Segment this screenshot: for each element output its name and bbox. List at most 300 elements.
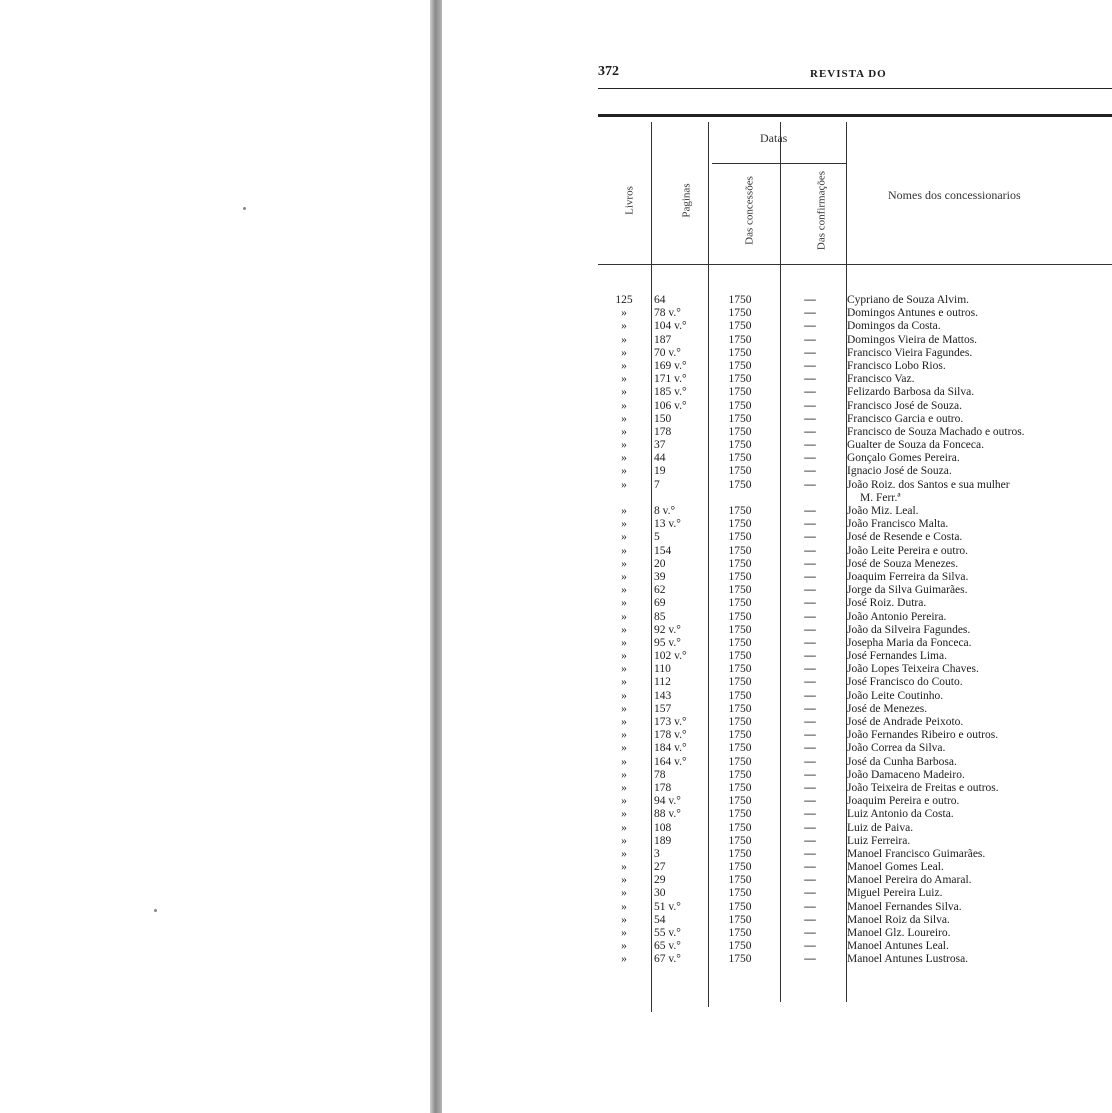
table-row (598, 742, 1112, 755)
cell-confirmacao: — (804, 584, 816, 597)
cell-data: 1750 (728, 505, 752, 517)
cell-nome: Manoel Roiz da Silva. (847, 913, 950, 926)
table-row (598, 716, 1112, 729)
header-das-confirmacoes: Das confirmações (815, 170, 828, 251)
cell-livro: » (621, 702, 627, 715)
header-paginas: Paginas (680, 183, 693, 218)
cell-livro: » (621, 650, 627, 663)
cell-data: 1750 (728, 927, 752, 939)
cell-livro: » (621, 953, 627, 966)
cell-confirmacao: — (804, 821, 816, 834)
table-row (598, 808, 1112, 821)
cell-livro: » (621, 689, 627, 702)
cell-data: 1750 (728, 808, 752, 821)
cell-nome: José Francisco do Couto. (847, 676, 963, 689)
cell-nome: João Correa da Silva. (847, 742, 946, 755)
table-row (598, 663, 1112, 676)
table-row (598, 611, 1112, 624)
cell-data: 1750 (728, 425, 752, 438)
cell-livro: » (621, 636, 627, 649)
cell-confirmacao: — (804, 294, 816, 306)
cell-data: 1750 (728, 544, 752, 557)
cell-livro: » (621, 346, 627, 359)
cell-livro: » (621, 518, 627, 531)
cell-data: 1750 (728, 781, 752, 794)
cell-pagina: 13 v.° (654, 518, 681, 531)
cell-data: 1750 (728, 597, 752, 610)
cell-confirmacao: — (804, 465, 816, 478)
cell-livro: » (621, 359, 627, 372)
cell-pagina: 184 v.° (654, 742, 687, 755)
cell-nome: Gonçalo Gomes Pereira. (847, 452, 960, 465)
cell-pagina: 178 (654, 781, 672, 794)
cell-data: 1750 (728, 623, 752, 636)
cell-confirmacao: — (804, 544, 816, 557)
cell-pagina: 171 v.° (654, 373, 687, 386)
table-row (598, 782, 1112, 795)
cell-pagina: 54 (654, 913, 666, 926)
table-row (598, 334, 1112, 347)
cell-nome: Luiz Ferreira. (847, 834, 911, 847)
cell-confirmacao: — (804, 346, 816, 359)
cell-data: 1750 (728, 386, 752, 399)
header-nomes: Nomes dos concessionarios (888, 188, 1021, 202)
cell-data: 1750 (728, 373, 752, 386)
cell-data: 1750 (728, 650, 752, 663)
cell-nome: Luiz de Paiva. (847, 821, 914, 834)
cell-confirmacao: — (804, 834, 816, 847)
cell-livro: » (621, 847, 627, 860)
cell-nome: Domingos da Costa. (847, 320, 941, 333)
table-row (598, 294, 1112, 307)
cell-confirmacao: — (804, 478, 816, 491)
cell-data: 1750 (728, 346, 752, 359)
cell-nome: José de Souza Menezes. (847, 557, 959, 570)
cell-pagina: 178 v.° (654, 729, 687, 742)
cell-nome: Joaquim Pereira e outro. (847, 795, 960, 808)
cell-data: 1750 (728, 610, 752, 623)
cell-nome: Francisco de Souza Machado e outros. (847, 425, 1025, 438)
table-row (598, 901, 1112, 914)
cell-livro: » (621, 544, 627, 557)
cell-data: 1750 (728, 689, 752, 702)
cell-livro: » (621, 913, 627, 926)
cell-pagina: 70 v.° (654, 346, 681, 359)
cell-data: 1750 (728, 795, 752, 808)
cell-confirmacao: — (804, 505, 816, 517)
cell-confirmacao: — (804, 623, 816, 636)
cell-livro: » (621, 861, 627, 874)
cell-pagina: 39 (654, 570, 666, 583)
cell-pagina: 154 (654, 544, 672, 557)
cell-pagina: 37 (654, 439, 666, 452)
cell-confirmacao: — (804, 953, 816, 966)
cell-confirmacao: — (804, 913, 816, 926)
cell-confirmacao: — (804, 307, 816, 320)
cell-confirmacao: — (804, 729, 816, 742)
cell-livro: » (621, 412, 627, 425)
running-head: REVISTA DO (810, 68, 887, 80)
cell-livro: » (621, 610, 627, 623)
cell-data: 1750 (728, 702, 752, 715)
cell-livro: » (621, 821, 627, 834)
cell-livro: » (621, 808, 627, 821)
cell-confirmacao: — (804, 861, 816, 874)
cell-pagina: 178 (654, 425, 672, 438)
cell-livro: » (621, 320, 627, 333)
cell-confirmacao: — (804, 716, 816, 728)
cell-pagina: 78 (654, 768, 666, 781)
table-row (598, 940, 1112, 953)
cell-pagina: 44 (654, 452, 666, 465)
cell-pagina: 30 (654, 887, 666, 900)
cell-livro: » (621, 676, 627, 689)
cell-confirmacao: — (804, 570, 816, 583)
cell-confirmacao: — (804, 689, 816, 702)
table-row (598, 347, 1112, 360)
cell-nome: Manoel Gomes Leal. (847, 861, 944, 874)
cell-data: 1750 (728, 676, 752, 689)
cell-confirmacao: — (804, 795, 816, 808)
cell-nome: José Roiz. Dutra. (847, 597, 927, 610)
table-row (598, 505, 1112, 518)
cell-livro: » (621, 557, 627, 570)
cell-confirmacao: — (804, 557, 816, 570)
cell-livro: » (621, 386, 627, 399)
cell-nome: Manoel Fernandes Silva. (847, 900, 962, 913)
cell-nome: Manoel Francisco Guimarães. (847, 847, 986, 860)
cell-pagina: 189 (654, 834, 672, 847)
cell-data: 1750 (728, 768, 752, 781)
table-row (598, 676, 1112, 689)
cell-nome: Gualter de Souza da Fonceca. (847, 439, 984, 452)
table-row (598, 637, 1112, 650)
table-row (598, 861, 1112, 874)
cell-data: 1750 (728, 412, 752, 425)
cell-confirmacao: — (804, 359, 816, 372)
table-row (598, 953, 1112, 966)
header-bottom-rule (598, 264, 1112, 265)
cell-pagina: 64 (654, 294, 666, 306)
cell-nome: Josepha Maria da Fonceca. (847, 636, 972, 649)
cell-data: 1750 (728, 847, 752, 860)
cell-nome: Cypriano de Souza Alvim. (847, 294, 970, 306)
cell-data: 1750 (728, 874, 752, 887)
cell-pagina: 88 v.° (654, 808, 681, 821)
header-das-concessoes: Das concessões (743, 176, 756, 245)
cell-data: 1750 (728, 465, 752, 478)
cell-data: 1750 (728, 333, 752, 346)
cell-nome: João Teixeira de Freitas e outros. (847, 781, 999, 794)
table-row (598, 558, 1112, 571)
cell-livro: » (621, 927, 627, 939)
cell-nome: Manoel Glz. Loureiro. (847, 927, 951, 939)
cell-data: 1750 (728, 399, 752, 412)
cell-confirmacao: — (804, 518, 816, 531)
table-row (598, 413, 1112, 426)
cell-confirmacao: — (804, 452, 816, 465)
table-row (598, 703, 1112, 716)
cell-livro: » (621, 584, 627, 597)
cell-nome: José de Menezes. (847, 702, 928, 715)
table-row (598, 887, 1112, 900)
cell-confirmacao: — (804, 900, 816, 913)
cell-nome: José de Resende e Costa. (847, 531, 963, 544)
cell-nome: Manoel Antunes Lustrosa. (847, 953, 969, 966)
table-row (598, 874, 1112, 887)
table-row (598, 518, 1112, 531)
table-row (598, 479, 1112, 492)
cell-confirmacao: — (804, 320, 816, 333)
table-body (598, 294, 1112, 967)
table-row (598, 439, 1112, 452)
cell-nome: M. Ferr.ª (860, 491, 901, 504)
paper-speck (154, 909, 157, 912)
table-row (598, 756, 1112, 769)
cell-pagina: 92 v.° (654, 623, 681, 636)
cell-pagina: 112 (654, 676, 671, 689)
book-gutter (430, 0, 442, 1113)
table-row (598, 769, 1112, 782)
cell-livro: » (621, 623, 627, 636)
cell-livro: » (621, 373, 627, 386)
table-row (598, 545, 1112, 558)
cell-confirmacao: — (804, 847, 816, 860)
cell-confirmacao: — (804, 781, 816, 794)
table-row (598, 531, 1112, 544)
table-row (598, 320, 1112, 333)
cell-pagina: 55 v.° (654, 927, 681, 939)
cell-livro: » (621, 465, 627, 478)
cell-data: 1750 (728, 557, 752, 570)
cell-pagina: 95 v.° (654, 636, 681, 649)
cell-livro: » (621, 716, 627, 728)
cell-livro: » (621, 570, 627, 583)
cell-pagina: 7 (654, 478, 660, 491)
cell-livro: » (621, 399, 627, 412)
table-row (598, 307, 1112, 320)
cell-nome: João Miz. Leal. (847, 505, 919, 517)
cell-data: 1750 (728, 953, 752, 966)
table-row (598, 452, 1112, 465)
cell-confirmacao: — (804, 887, 816, 900)
cell-livro: » (621, 768, 627, 781)
cell-nome: João Leite Pereira e outro. (847, 544, 969, 557)
cell-data: 1750 (728, 887, 752, 900)
cell-data: 1750 (728, 636, 752, 649)
cell-confirmacao: — (804, 373, 816, 386)
cell-nome: Luiz Antonio da Costa. (847, 808, 954, 821)
cell-confirmacao: — (804, 808, 816, 821)
cell-livro: » (621, 781, 627, 794)
cell-livro: » (621, 439, 627, 452)
cell-nome: João Leite Coutinho. (847, 689, 944, 702)
cell-data: 1750 (728, 584, 752, 597)
cell-nome: Miguel Pereira Luiz. (847, 887, 943, 900)
cell-data: 1750 (728, 518, 752, 531)
cell-data: 1750 (728, 742, 752, 755)
cell-livro: » (621, 333, 627, 346)
cell-nome: Joaquim Ferreira da Silva. (847, 570, 969, 583)
table-row (598, 729, 1112, 742)
cell-pagina: 102 v.° (654, 650, 687, 663)
page-number: 372 (598, 64, 619, 79)
cell-livro: » (621, 874, 627, 887)
table-row (598, 571, 1112, 584)
header-datas: Datas (760, 131, 788, 145)
cell-nome: João Francisco Malta. (847, 518, 949, 531)
cell-confirmacao: — (804, 610, 816, 623)
cell-data: 1750 (728, 716, 752, 728)
table-row (598, 927, 1112, 940)
cell-livro: » (621, 755, 627, 768)
cell-data: 1750 (728, 755, 752, 768)
cell-livro: » (621, 940, 627, 953)
cell-data: 1750 (728, 294, 752, 306)
cell-livro: » (621, 742, 627, 755)
cell-livro: » (621, 729, 627, 742)
cell-livro: » (621, 834, 627, 847)
cell-livro: » (621, 425, 627, 438)
cell-confirmacao: — (804, 412, 816, 425)
cell-nome: José de Andrade Peixoto. (847, 716, 964, 728)
cell-confirmacao: — (804, 531, 816, 544)
table-row (598, 360, 1112, 373)
cell-confirmacao: — (804, 940, 816, 953)
cell-pagina: 164 v.° (654, 755, 687, 768)
table-row (598, 795, 1112, 808)
cell-nome: Manoel Pereira do Amaral. (847, 874, 972, 887)
cell-pagina: 3 (654, 847, 660, 860)
cell-livro: » (621, 887, 627, 900)
cell-data: 1750 (728, 307, 752, 320)
cell-nome: Felizardo Barbosa da Silva. (847, 386, 975, 399)
cell-pagina: 69 (654, 597, 666, 610)
cell-pagina: 157 (654, 702, 672, 715)
table-row (598, 584, 1112, 597)
table-row (598, 465, 1112, 478)
cell-confirmacao: — (804, 676, 816, 689)
paper-speck (243, 207, 246, 210)
cell-pagina: 150 (654, 412, 672, 425)
cell-pagina: 19 (654, 465, 666, 478)
cell-pagina: 143 (654, 689, 672, 702)
table-top-rule (598, 114, 1112, 117)
cell-data: 1750 (728, 531, 752, 544)
cell-confirmacao: — (804, 597, 816, 610)
cell-confirmacao: — (804, 386, 816, 399)
cell-confirmacao: — (804, 399, 816, 412)
table-row (598, 690, 1112, 703)
cell-nome: José Fernandes Lima. (847, 650, 947, 663)
cell-confirmacao: — (804, 702, 816, 715)
cell-nome: João Antonio Pereira. (847, 610, 947, 623)
cell-confirmacao: — (804, 874, 816, 887)
cell-pagina: 169 v.° (654, 359, 687, 372)
cell-livro: » (621, 900, 627, 913)
cell-data: 1750 (728, 452, 752, 465)
cell-pagina: 51 v.° (654, 900, 681, 913)
cell-pagina: 65 v.° (654, 940, 681, 953)
cell-data: 1750 (728, 320, 752, 333)
cell-nome: João Fernandes Ribeiro e outros. (847, 729, 999, 742)
cell-data: 1750 (728, 570, 752, 583)
cell-nome: João Roiz. dos Santos e sua mulher (847, 478, 1010, 491)
cell-data: 1750 (728, 478, 752, 491)
cell-nome: Francisco Vaz. (847, 373, 915, 386)
cell-nome: Francisco Vieira Fagundes. (847, 346, 973, 359)
cell-pagina: 67 v.° (654, 953, 681, 966)
table-row (598, 822, 1112, 835)
cell-pagina: 108 (654, 821, 672, 834)
cell-pagina: 62 (654, 584, 666, 597)
header-rule (598, 88, 1112, 89)
cell-livro: » (621, 663, 627, 676)
cell-data: 1750 (728, 729, 752, 742)
table-row (598, 914, 1112, 927)
cell-livro: » (621, 531, 627, 544)
cell-nome: João Lopes Teixeira Chaves. (847, 663, 979, 676)
cell-pagina: 8 v.° (654, 505, 676, 517)
cell-pagina: 78 v.° (654, 307, 681, 320)
cell-data: 1750 (728, 821, 752, 834)
table-row (598, 492, 1112, 505)
cell-nome: Manoel Antunes Leal. (847, 940, 949, 953)
cell-data: 1750 (728, 834, 752, 847)
cell-nome: Francisco Lobo Rios. (847, 359, 946, 372)
cell-data: 1750 (728, 913, 752, 926)
cell-nome: Domingos Vieira de Mattos. (847, 333, 978, 346)
table-row (598, 426, 1112, 439)
cell-nome: Jorge da Silva Guimarães. (847, 584, 968, 597)
cell-confirmacao: — (804, 742, 816, 755)
cell-confirmacao: — (804, 333, 816, 346)
cell-nome: José da Cunha Barbosa. (847, 755, 957, 768)
cell-pagina: 85 (654, 610, 666, 623)
header-livros: Livros (623, 186, 636, 215)
table-row (598, 373, 1112, 386)
cell-livro: » (621, 452, 627, 465)
cell-livro: » (621, 597, 627, 610)
cell-confirmacao: — (804, 636, 816, 649)
cell-livro: » (621, 307, 627, 320)
cell-pagina: 187 (654, 333, 672, 346)
cell-pagina: 106 v.° (654, 399, 687, 412)
cell-confirmacao: — (804, 663, 816, 676)
cell-nome: João Damaceno Madeiro. (847, 768, 965, 781)
cell-livro: » (621, 505, 627, 517)
cell-data: 1750 (728, 861, 752, 874)
cell-confirmacao: — (804, 425, 816, 438)
cell-confirmacao: — (804, 650, 816, 663)
cell-data: 1750 (728, 439, 752, 452)
cell-nome: Ignacio José de Souza. (847, 465, 952, 478)
cell-confirmacao: — (804, 755, 816, 768)
table-row (598, 400, 1112, 413)
cell-data: 1750 (728, 900, 752, 913)
cell-confirmacao: — (804, 439, 816, 452)
table-row (598, 835, 1112, 848)
cell-confirmacao: — (804, 927, 816, 939)
cell-data: 1750 (728, 940, 752, 953)
cell-livro: 125 (615, 294, 633, 306)
cell-pagina: 27 (654, 861, 666, 874)
cell-nome: Francisco José de Souza. (847, 399, 962, 412)
table-row (598, 597, 1112, 610)
cell-data: 1750 (728, 663, 752, 676)
cell-pagina: 94 v.° (654, 795, 681, 808)
cell-nome: João da Silveira Fagundes. (847, 623, 971, 636)
